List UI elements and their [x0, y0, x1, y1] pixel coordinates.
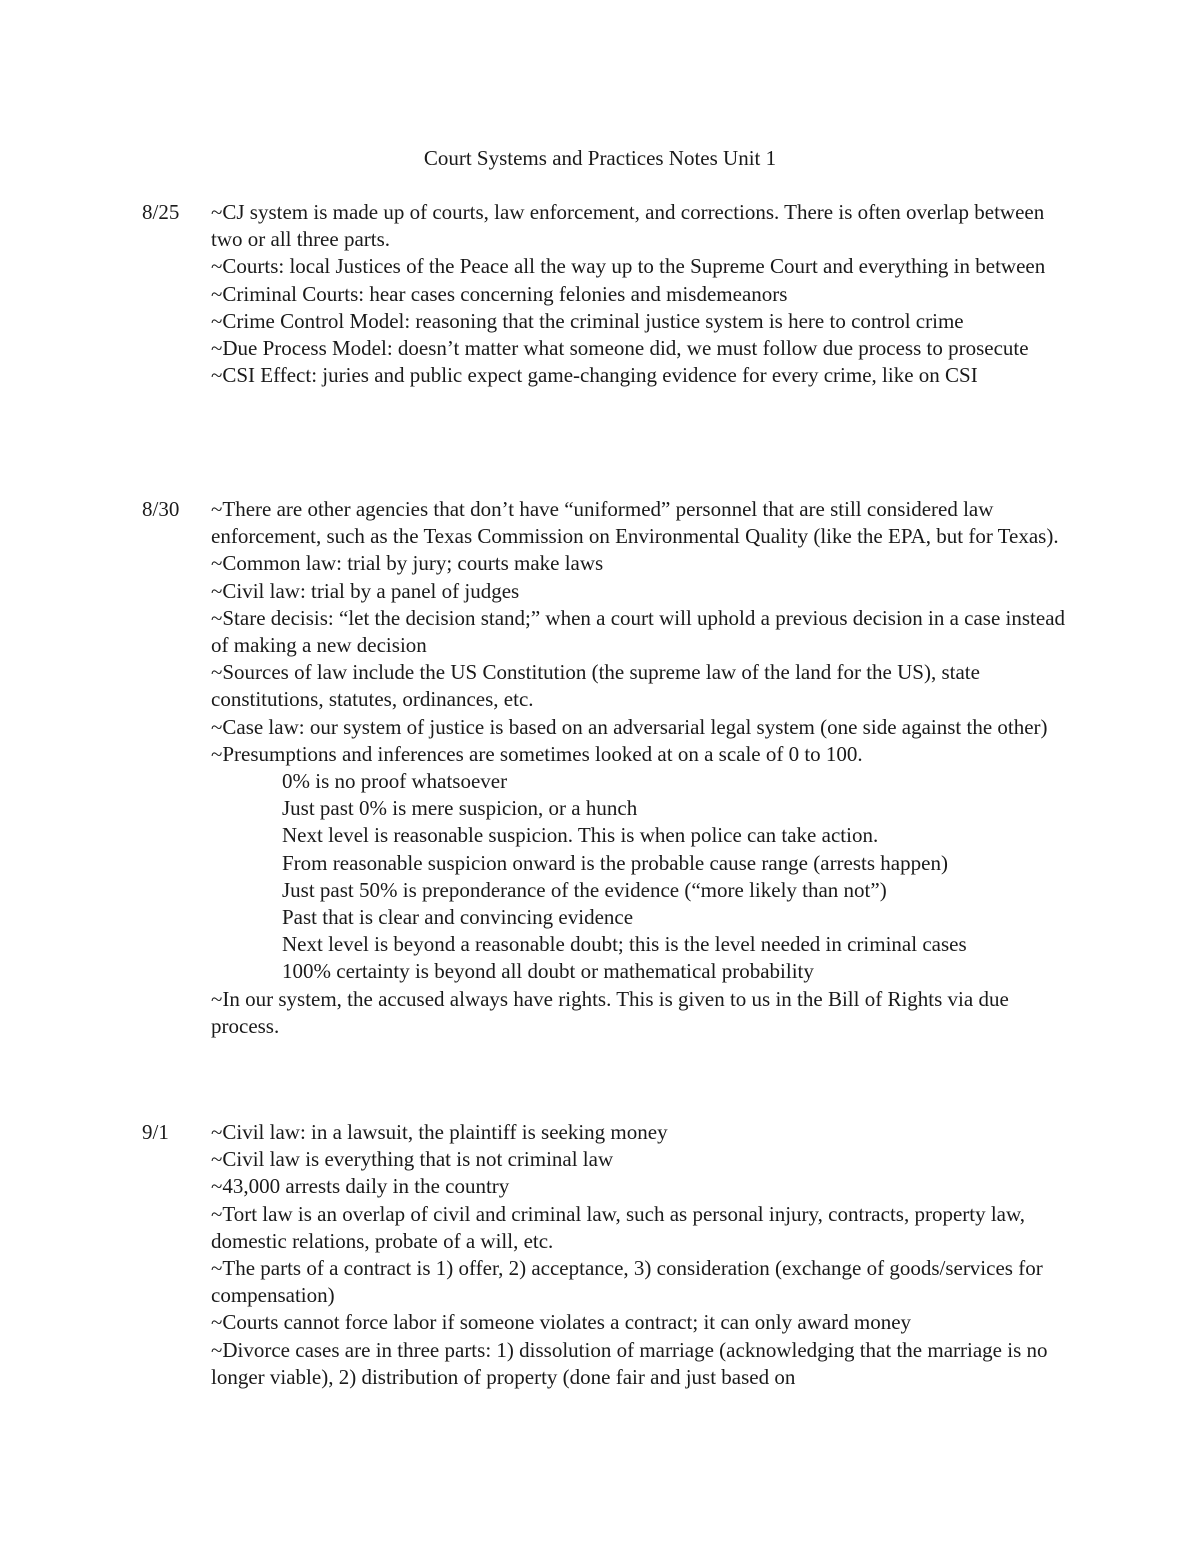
scale-item: From reasonable suspicion onward is the probable cause range (arrests happen): [282, 850, 948, 875]
note-entry: ~Due Process Model: doesn’t matter what someone did, we must follow due process to prosecute: [211, 336, 1029, 361]
document-title: Court Systems and Practices Notes Unit 1: [423, 146, 777, 170]
note-entry: ~Sources of law include the US Constitution (the supreme law of the land for the US), state constitutions, statutes, ordinances, etc.: [211, 660, 980, 712]
note-entry: ~Stare decisis: “let the decision stand;” when a court will uphold a previous decision in a case instead of making a new decision: [211, 605, 1066, 658]
note-entry: ~The parts of a contract is 1) offer, 2) acceptance, 3) consideration (exchange of goods/services for compensation): [211, 1256, 1043, 1308]
scale-item: Next level is beyond a reasonable doubt; this is the level needed in criminal cases: [282, 932, 967, 957]
section-body: [211, 1119, 1071, 1391]
note-entry: ~Case law: our system of justice is based on an adversarial legal system (one side against the other): [211, 714, 1048, 739]
scale-item: Next level is reasonable suspicion. This is when police can take action.: [282, 823, 879, 848]
scale-item: Just past 50% is preponderance of the evidence (“more likely than not”): [282, 877, 887, 902]
note-entry: ~Crime Control Model: reasoning that the criminal justice system is here to control crime: [211, 308, 964, 333]
note-entry: ~Divorce cases are in three parts: 1) dissolution of marriage (acknowledging that the marriage is no longer viable), 2) distribution of property (done fair and just based on: [211, 1337, 1048, 1389]
scale-item: Past that is clear and convincing evidence: [282, 905, 634, 930]
scale-item: 100% certainty is beyond all doubt or mathematical probability: [282, 959, 814, 984]
note-entry: ~In our system, the accused always have rights. This is given to us in the Bill of Rights via due process.: [211, 986, 1009, 1038]
note-entry: ~Civil law: trial by a panel of judges: [211, 578, 520, 603]
note-entry: ~CJ system is made up of courts, law enforcement, and corrections. There is often overlap between two or all three parts.: [211, 200, 1045, 252]
scale-item: Just past 0% is mere suspicion, or a hunch: [282, 796, 638, 821]
section-body: [211, 199, 1071, 389]
section-date: 8/30: [142, 497, 180, 521]
section-date: 8/25: [142, 200, 180, 224]
note-entry: ~43,000 arrests daily in the country: [211, 1174, 510, 1199]
note-entry: ~Presumptions and inferences are sometimes looked at on a scale of 0 to 100.: [211, 741, 863, 766]
note-entry: ~Courts cannot force labor if someone violates a contract; it can only award money: [211, 1310, 912, 1335]
note-entry: ~There are other agencies that don’t have “uniformed” personnel that are still considered law enforcement, such as the Texas Commission on Environmental Quality (like the EPA, but for Texas).: [211, 497, 1059, 549]
section-date: 9/1: [142, 1120, 169, 1144]
note-entry: ~Common law: trial by jury; courts make laws: [211, 551, 604, 576]
note-entry: ~Tort law is an overlap of civil and criminal law, such as personal injury, contracts, property law, domestic relations, probate of a will, etc.: [211, 1201, 1026, 1253]
note-entry: ~Courts: local Justices of the Peace all the way up to the Supreme Court and everything in between: [211, 254, 1046, 279]
note-entry: ~CSI Effect: juries and public expect game-changing evidence for every crime, like on CSI: [211, 363, 978, 388]
section-body: [211, 496, 1071, 1040]
note-entry: ~Criminal Courts: hear cases concerning felonies and misdemeanors: [211, 281, 788, 306]
note-entry: ~Civil law is everything that is not criminal law: [211, 1147, 614, 1172]
note-entry: ~Civil law: in a lawsuit, the plaintiff is seeking money: [211, 1120, 668, 1144]
scale-item: 0% is no proof whatsoever: [282, 769, 508, 794]
